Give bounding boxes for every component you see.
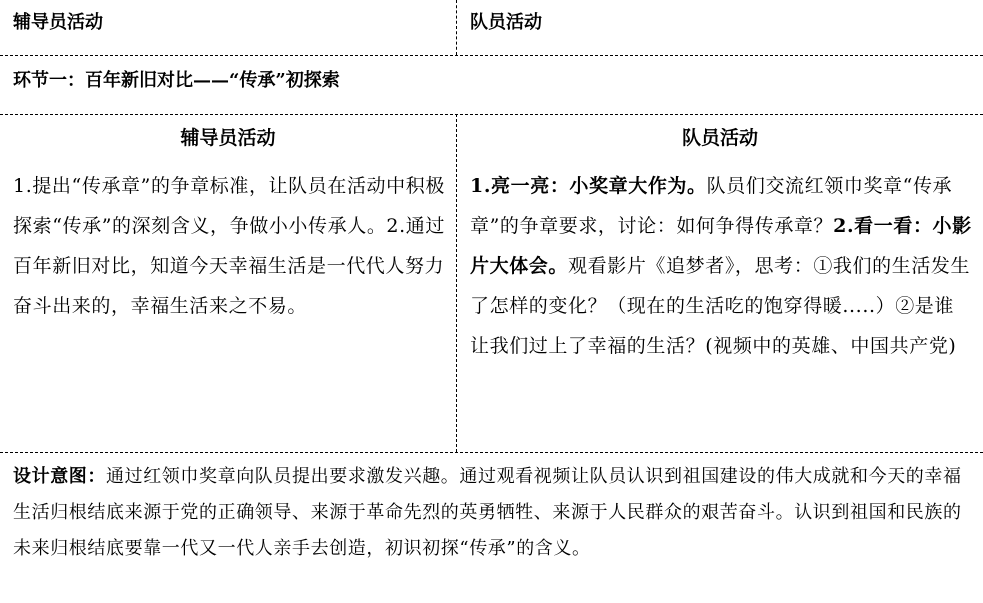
step-2-text: 观看影片《追梦者》，思考：①我们的生活发生了怎样的变化？（现在的生活吃的饱穿得暖.....）②是谁让我们过上了幸福的生活？(视频中的英雄、中国共产党) bbox=[470, 255, 971, 357]
step-1-text: 队员们交流红领巾奖章“传承章”的争章要求，讨论：如何争得传承章？ bbox=[470, 175, 953, 237]
left-column-heading: 辅导员活动 bbox=[180, 127, 276, 149]
step-1-title: 1.亮一亮：小奖章大作为。 bbox=[470, 175, 707, 197]
design-intent bbox=[13, 459, 975, 567]
row-divider-3 bbox=[0, 452, 983, 453]
header-divider bbox=[456, 0, 457, 55]
header-right-label: 队员活动 bbox=[470, 12, 542, 33]
design-intent-text: 通过红领巾奖章向队员提出要求激发兴趣。通过观看视频让队员认识到祖国建设的伟大成就和今天的幸福生活归根结底来源于党的正确领导、来源于革命先烈的英勇牺牲、来源于人民群众的艰苦奋斗。认识到祖国和民族的未来归根结底要靠一代又一代人亲手去创造，初识初探“传承”的含义。 bbox=[13, 466, 962, 559]
right-cell-text bbox=[470, 166, 972, 366]
header-left-label: 辅导员活动 bbox=[13, 12, 103, 33]
column-divider bbox=[456, 114, 457, 452]
row-divider-2 bbox=[0, 114, 983, 115]
step-2-title: 2.看一看：小影片大体会。 bbox=[470, 215, 972, 277]
right-column-heading: 队员活动 bbox=[681, 127, 758, 149]
design-intent-label: 设计意图： bbox=[13, 466, 106, 487]
section-title: 环节一：百年新旧对比——“传承”初探索 bbox=[13, 70, 340, 91]
row-divider-1 bbox=[0, 55, 983, 56]
left-cell-text: 1.提出“传承章”的争章标准，让队员在活动中积极探索“传承”的深刻含义，争做小小传承人。2.通过百年新旧对比，知道今天幸福生活是一代代人努力奋斗出来的，幸福生活来之不易。 bbox=[13, 175, 445, 317]
